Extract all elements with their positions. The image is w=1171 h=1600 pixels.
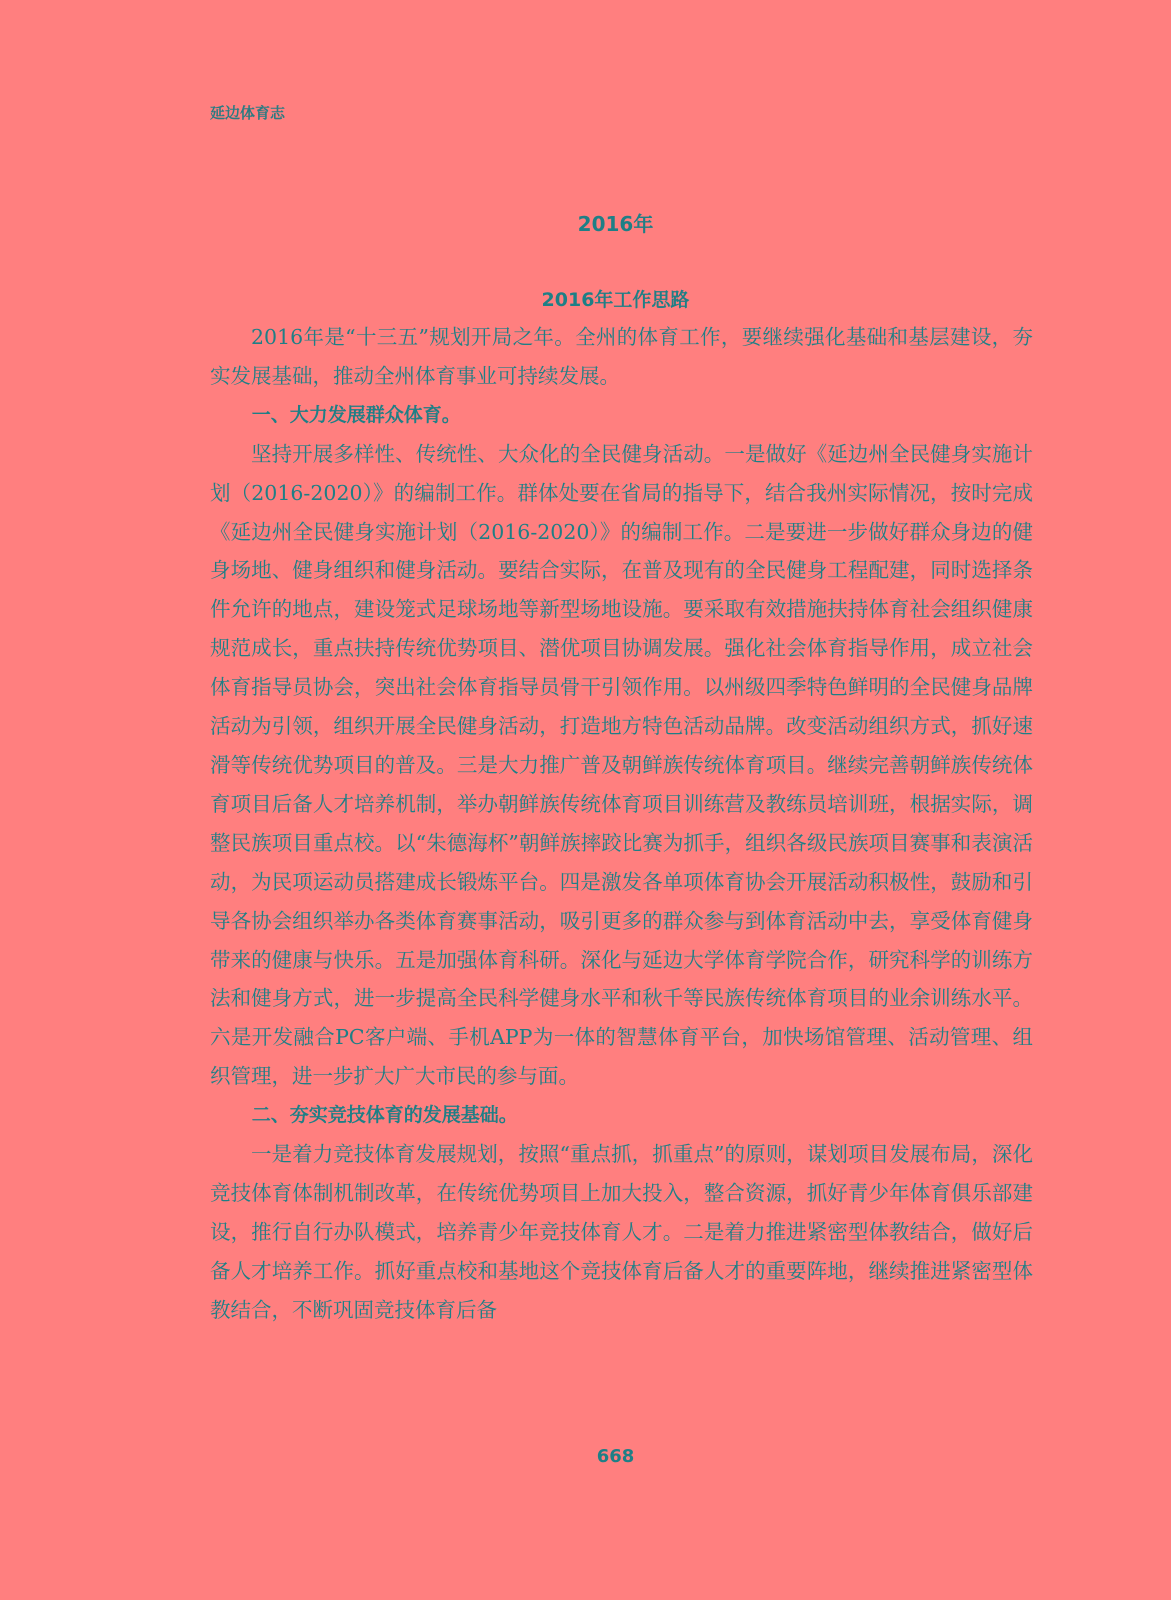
year-heading: 2016年	[577, 212, 654, 236]
subheading-competitive-sports: 二、夯实竞技体育的发展基础。	[251, 1104, 518, 1127]
intro-paragraph: 2016年是“十三五”规划开局之年。全州的体育工作，要继续强化基础和基层建设，夯实发展基础，推动全州体育事业可持续发展。	[210, 325, 1033, 388]
subheading-mass-sports: 一、大力发展群众体育。	[251, 403, 461, 426]
article-body	[210, 318, 1033, 1330]
mass-sports-paragraph: 坚持开展多样性、传统性、大众化的全民健身活动。一是做好《延边州全民健身实施计划（2016-2020）》的编制工作。群体处要在省局的指导下，结合我州实际情况，按时完成《延边州全民健身实施计划（2016-2020）》的编制工作。二是要进一步做好群众身边的健身场地、健身组织和健身活动。要结合实际，在普及现有的全民健身工程配建，同时选择条件允许的地点，建设笼式足球场地等新型场地设施。要采取有效措施扶持体育社会组织健康规范成长，重点扶持传统优势项目、潜优项目协调发展。强化社会体育指导作用，成立社会体育指导员协会，突出社会体育指导员骨干引领作用。以州级四季特色鲜明的全民健身品牌活动为引领，组织开展全民健身活动，打造地方特色活动品牌。改变活动组织方式，抓好速滑等传统优势项目的普及。三是大力推广普及朝鲜族传统体育项目。继续完善朝鲜族传统体育项目后备人才培养机制，举办朝鲜族传统体育项目训练营及教练员培训班，根据实际，调整民族项目重点校。以“朱德海杯”朝鲜族摔跤比赛为抓手，组织各级民族项目赛事和表演活动，为民项运动员搭建成长锻炼平台。四是激发各单项体育协会开展活动积极性，鼓励和引导各协会组织举办各类体育赛事活动，吸引更多的群众参与到体育活动中去，享受体育健身带来的健康与快乐。五是加强体育科研。深化与延边大学体育学院合作，研究科学的训练方法和健身方式，进一步提高全民科学健身水平和秋千等民族传统体育项目的业余训练水平。六是开发融合PC客户端、手机APP为一体的智慧体育平台，加快场馆管理、活动管理、组织管理，进一步扩大广大市民的参与面。	[210, 441, 1033, 1089]
section-title: 2016年工作思路	[541, 289, 690, 311]
competitive-sports-paragraph: 一是着力竞技体育发展规划，按照“重点抓，抓重点”的原则，谋划项目发展布局，深化竞技体育体制机制改革，在传统优势项目上加大投入，整合资源，抓好青少年体育俱乐部建设，推行自行办队模式，培养青少年竞技体育人才。二是着力推进紧密型体教结合，做好后备人才培养工作。抓好重点校和基地这个竞技体育后备人才的重要阵地，继续推进紧密型体教结合，不断巩固竞技体育后备	[210, 1142, 1033, 1322]
page-number: 668	[596, 1446, 635, 1467]
running-header: 延边体育志	[210, 104, 286, 122]
